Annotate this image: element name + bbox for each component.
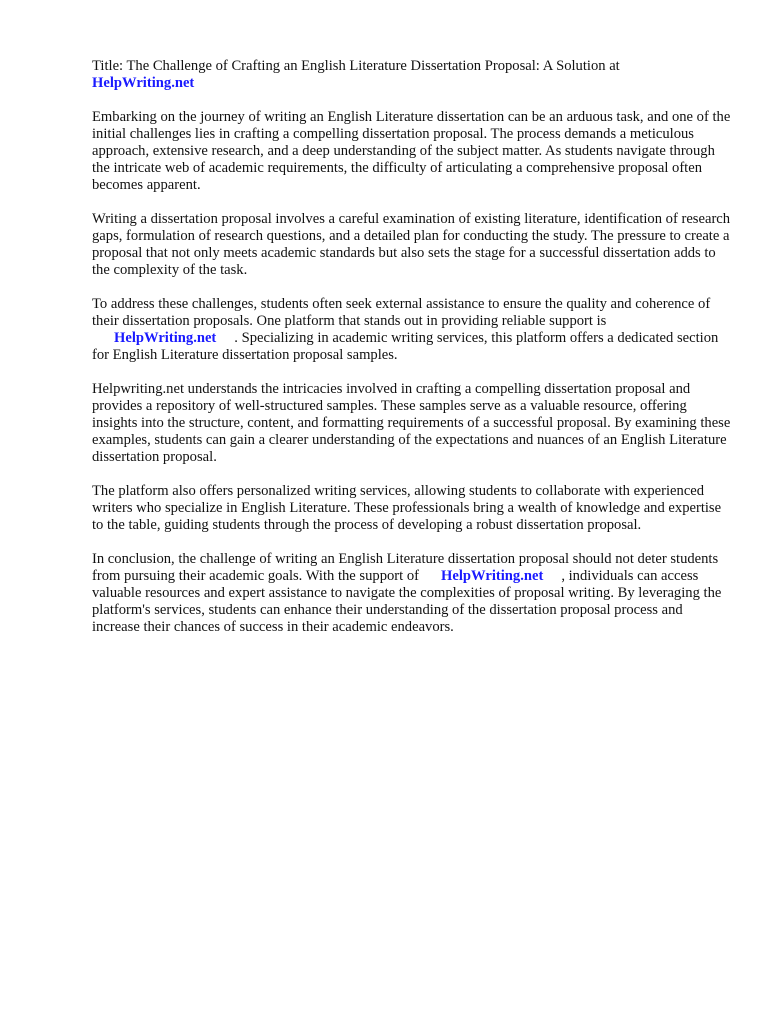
document-body	[92, 58, 732, 653]
paragraph-3-helpwriting-link[interactable]: HelpWriting.net	[114, 330, 217, 346]
title-paragraph	[92, 58, 732, 92]
paragraph-6-text-before: In conclusion, the challenge of writing an English Literature dissertation proposal should not deter students from pursuing their academic goals. With the support of	[92, 551, 719, 584]
paragraph-2: Writing a dissertation proposal involves a careful examination of existing literature, identification of research gaps, formulation of research questions, and a detailed plan for conducting the study. The pressure to create a proposal that not only meets academic standards but also sets the stage for a successful dissertation adds to the complexity of the task.	[92, 211, 731, 278]
paragraph-6	[92, 551, 732, 636]
paragraph-3-text-before: To address these challenges, students often seek external assistance to ensure the quality and coherence of their dissertation proposals. One platform that stands out in providing reliable support is	[92, 296, 711, 329]
paragraph-1: Embarking on the journey of writing an English Literature dissertation can be an arduous task, and one of the initial challenges lies in crafting a compelling dissertation proposal. The process demands a meticulous approach, extensive research, and a deep understanding of the subject matter. As students navigate through the intricate web of academic requirements, the difficulty of articulating a comprehensive proposal often becomes apparent.	[92, 109, 731, 193]
paragraph-3-text-after: . Specializing in academic writing services, this platform offers a dedicated section for English Literature dissertation proposal samples.	[92, 330, 719, 363]
title-helpwriting-link[interactable]: HelpWriting.net	[92, 75, 195, 91]
paragraph-3	[92, 296, 732, 364]
paragraph-6-helpwriting-link[interactable]: HelpWriting.net	[441, 568, 544, 584]
title-text: Title: The Challenge of Crafting an English Literature Dissertation Proposal: A Solution at	[92, 58, 620, 74]
paragraph-5: The platform also offers personalized writing services, allowing students to collaborate with experienced writers who specialize in English Literature. These professionals bring a wealth of knowledge and expertise to the table, guiding students through the process of developing a robust dissertation proposal.	[92, 483, 722, 533]
paragraph-4: Helpwriting.net understands the intricacies involved in crafting a compelling dissertation proposal and provides a repository of well-structured samples. These samples serve as a valuable resource, offering insights into the structure, content, and formatting requirements of a successful proposal. By examining these examples, students can gain a clearer understanding of the expectations and nuances of an English Literature dissertation proposal.	[92, 381, 731, 465]
paragraph-6-text-after: , individuals can access valuable resources and expert assistance to navigate the complexities of proposal writing. By leveraging the platform's services, students can enhance their understanding of the dissertation proposal process and increase their chances of success in their academic endeavors.	[92, 568, 722, 635]
